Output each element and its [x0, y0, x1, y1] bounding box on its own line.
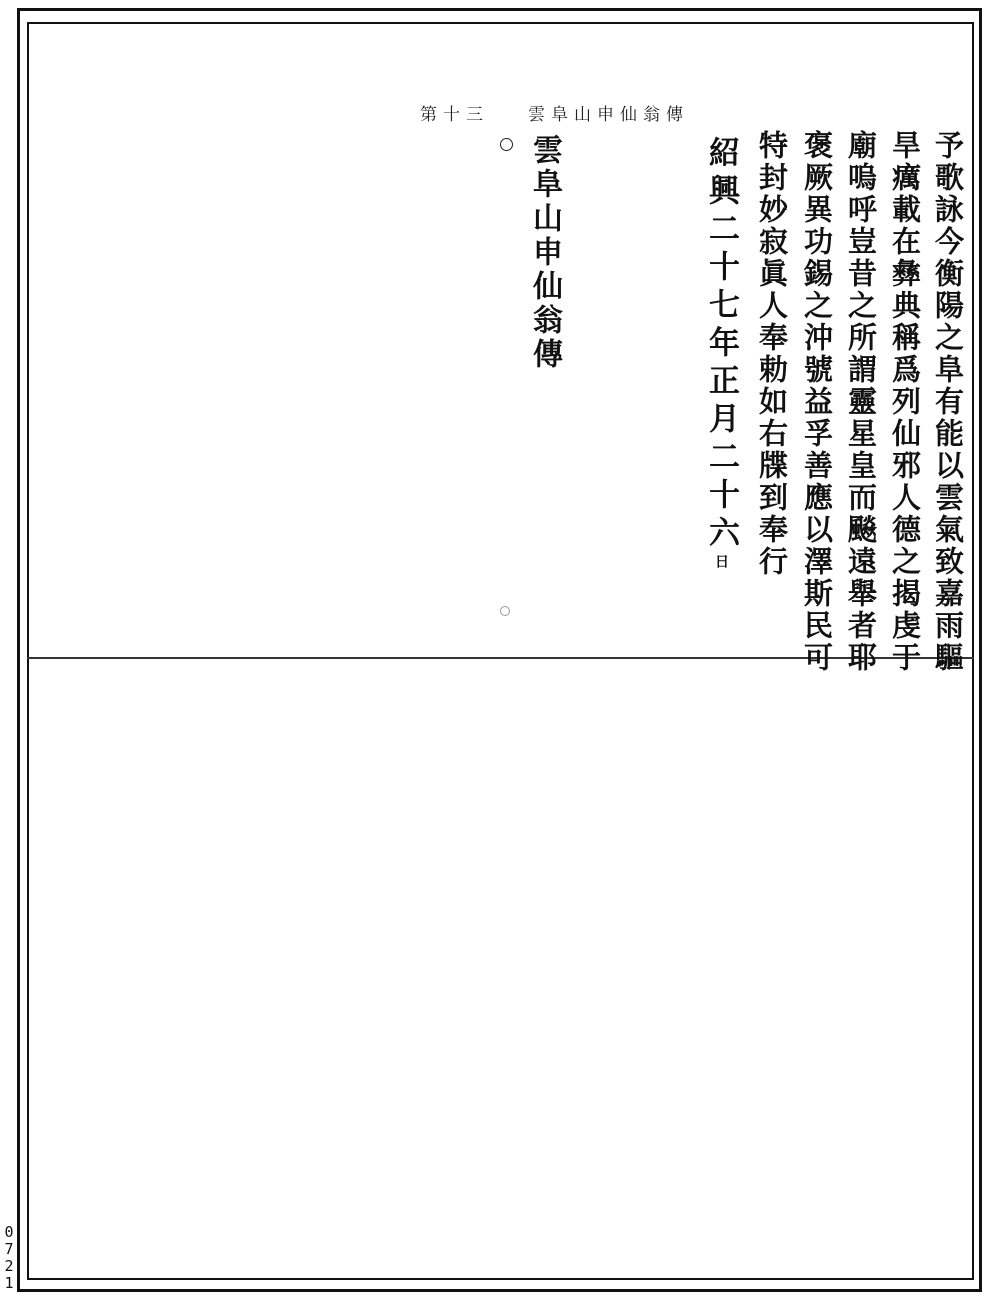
faint-circle-marker [500, 606, 510, 616]
date-suffix: 日 [713, 554, 729, 568]
page-number: 0721 [4, 1223, 14, 1292]
text-column-4: 褒厥異功錫之沖號益孚善應以澤斯民可 [800, 130, 834, 674]
running-head-title: 雲阜山申仙翁傳 [528, 105, 689, 125]
section-title: 雲阜山申仙翁傳 [527, 134, 562, 372]
date-line [699, 136, 744, 568]
section-circle-marker [500, 138, 513, 151]
text-column-5: 特封妙寂眞人奉勅如右牒到奉行 [755, 130, 789, 578]
text-column-2: 旱癘載在彝典稱爲列仙邪人德之揭虔于 [888, 130, 922, 674]
running-head-section: 第十三 [420, 105, 489, 125]
text-column-3: 廟嗚呼豈昔之所謂靈星皇而飈遠舉者耶 [844, 130, 878, 674]
date-text: 紹興二十七年正月二十六 [703, 136, 739, 554]
text-column-1: 予歌詠今衡陽之阜有能以雲氣致嘉雨驅 [931, 130, 965, 674]
